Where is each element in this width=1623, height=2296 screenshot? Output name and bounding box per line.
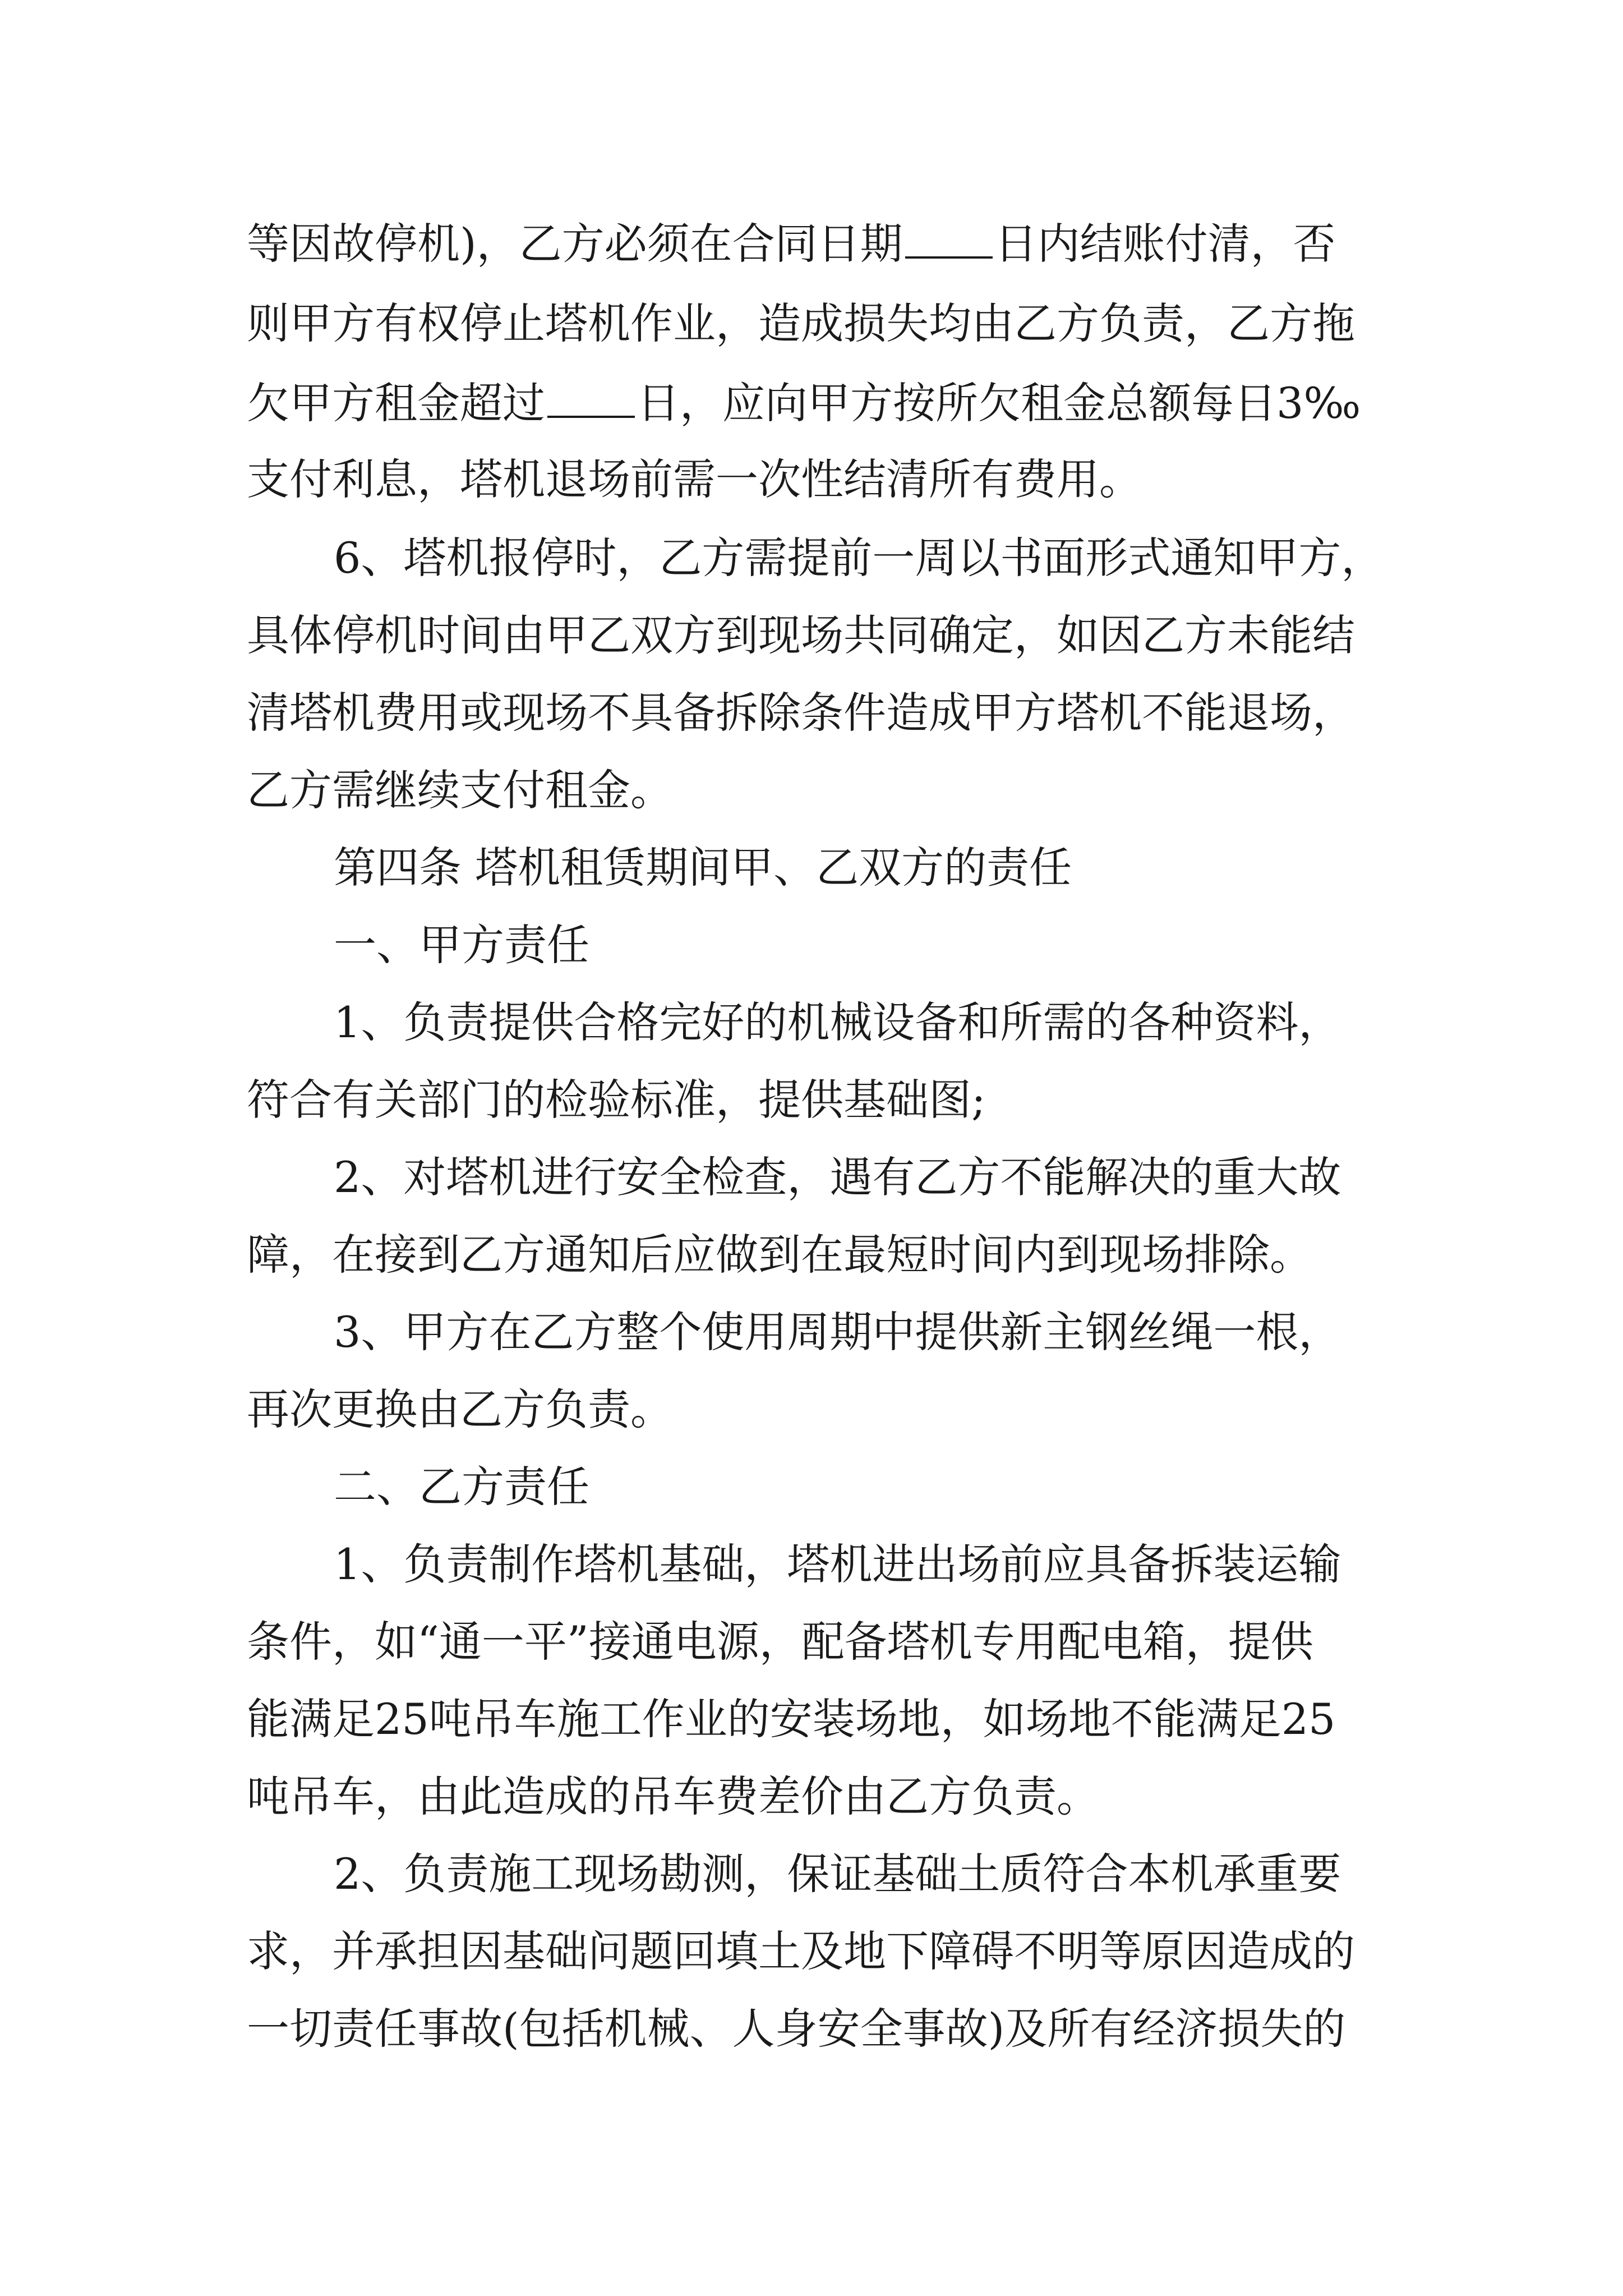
party-b-item-2-line-1: 2、负责施工现场勘测，保证基础土质符合本机承重要 (334, 1849, 1341, 1899)
party-a-heading: 一、甲方责任 (334, 920, 589, 970)
fill-blank (547, 376, 635, 418)
text-span: 欠甲方租金超过 (247, 378, 545, 428)
clause-6-line-1: 6、塔机报停时，乙方需提前一周以书面形式通知甲方， (334, 533, 1384, 583)
clause-6-line-4: 乙方需继续支付租金。 (247, 765, 673, 815)
text-span: 日，应向甲方按所欠租金总额每日3‰ (637, 378, 1361, 428)
party-b-item-1-line-3: 能满足25吨吊车施工作业的安装场地，如场地不能满足25 (247, 1694, 1336, 1744)
party-b-item-1-line-1: 1、负责制作塔机基础，塔机进出场前应具备拆装运输 (334, 1539, 1341, 1589)
party-b-item-2-line-2: 求，并承担因基础问题回填土及地下障碍不明等原因造成的 (247, 1926, 1355, 1976)
payment-line-3 (247, 375, 1361, 431)
payment-line-2: 则甲方有权停止塔机作业，造成损失均由乙方负责，乙方拖 (247, 298, 1355, 348)
party-b-item-1-line-2: 条件，如“通一平”接通电源，配备塔机专用配电箱，提供 (247, 1617, 1313, 1667)
clause-6-line-2: 具体停机时间由甲乙双方到现场共同确定，如因乙方未能结 (247, 610, 1355, 660)
party-b-item-1-line-4: 吨吊车，由此造成的吊车费差价由乙方负责。 (247, 1772, 1099, 1821)
party-a-item-2-line-1: 2、对塔机进行安全检查，遇有乙方不能解决的重大故 (334, 1152, 1341, 1202)
fill-blank (905, 217, 993, 259)
payment-line-4: 支付利息，塔机退场前需一次性结清所有费用。 (247, 454, 1142, 504)
text-span: 日内结账付清，否 (994, 219, 1336, 269)
party-a-item-1-line-1: 1、负责提供合格完好的机械设备和所需的各种资料， (334, 997, 1341, 1047)
party-a-item-3-line-2: 再次更换由乙方负责。 (247, 1384, 673, 1434)
party-b-item-2-line-3: 一切责任事故(包括机械、人身安全事故)及所有经济损失的 (247, 2004, 1346, 2054)
payment-line-1 (247, 216, 1336, 272)
clause-6-line-3: 清塔机费用或现场不具备拆除条件造成甲方塔机不能退场， (247, 688, 1355, 738)
party-a-item-3-line-1: 3、甲方在乙方整个使用周期中提供新主钢丝绳一根， (334, 1307, 1341, 1357)
party-b-heading: 二、乙方责任 (334, 1462, 589, 1512)
party-a-item-1-line-2: 符合有关部门的检验标准，提供基础图; (247, 1075, 986, 1125)
text-span: 等因故停机)，乙方必须在合同日期 (247, 219, 903, 269)
party-a-item-2-line-2: 障，在接到乙方通知后应做到在最短时间内到现场排除。 (247, 1230, 1312, 1280)
article-4-heading: 第四条 塔机租赁期间甲、乙双方的责任 (334, 843, 1072, 892)
